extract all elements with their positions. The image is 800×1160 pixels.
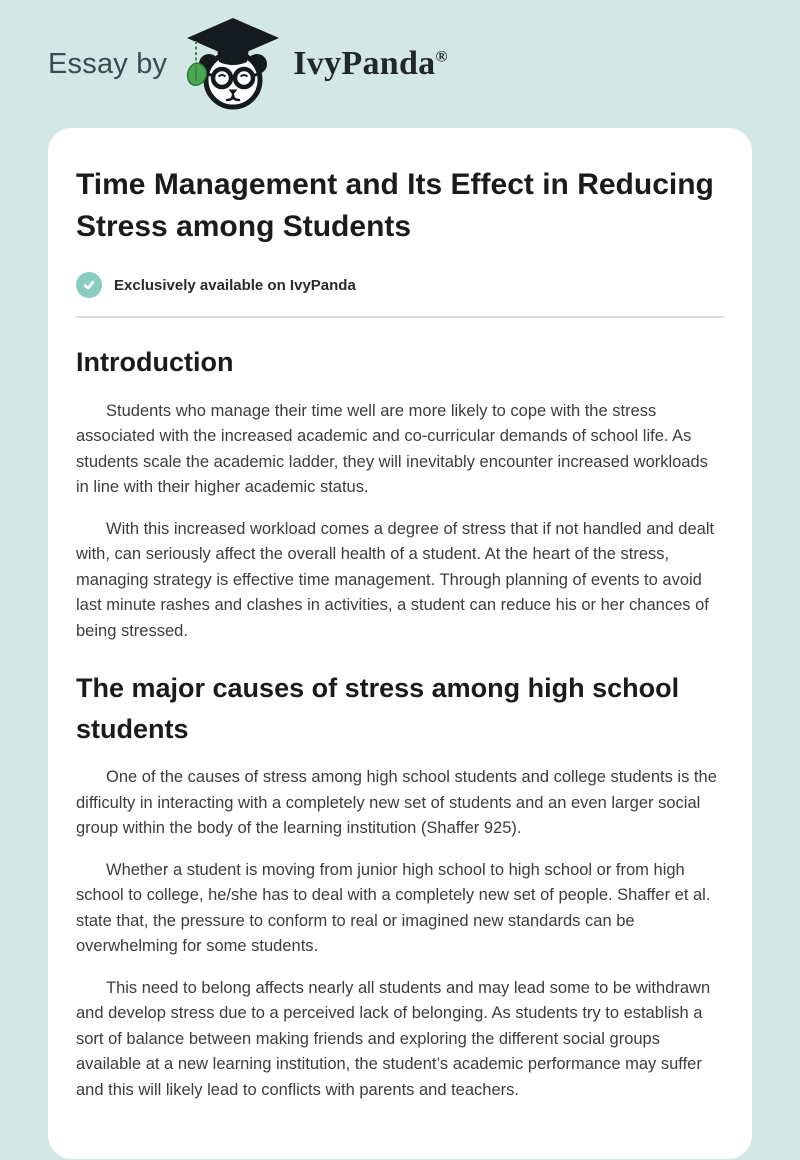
section-heading-major-causes: The major causes of stress among high school students bbox=[76, 673, 680, 744]
exclusive-badge bbox=[76, 272, 724, 298]
check-icon bbox=[76, 272, 102, 298]
essay-by-label: Essay by bbox=[48, 47, 168, 80]
badge-label: Exclusively available on IvyPanda bbox=[114, 276, 356, 294]
paragraph: Students who manage their time well are more likely to cope with the stress associated with the increased academic and co-curricular demands of school life. As students scale the academic ladder, they will inevitably encounter increased workloads in line with their higher academic status. bbox=[76, 401, 708, 496]
section-heading-introduction: Introduction bbox=[76, 347, 234, 377]
ivypanda-logo-icon bbox=[183, 17, 283, 111]
divider bbox=[76, 316, 724, 318]
paragraph: With this increased workload comes a degree of stress that if not handled and dealt with, can seriously affect the overall health of a student. At the heart of the stress, managing strategy is effective time management. Through planning of events to avoid last minute rashes and clashes in activities, a student can reduce his or her chances of being stressed. bbox=[76, 519, 715, 640]
registered-mark: ® bbox=[435, 48, 448, 66]
paragraph: One of the causes of stress among high school students and college students is the difficulty in interacting with a completely new set of students and an even larger social group within the body of the learning institution (Shaffer 925). bbox=[76, 768, 717, 837]
essay-card bbox=[48, 128, 752, 1159]
paragraph: Whether a student is moving from junior high school to high school or from high school to college, he/she has to deal with a completely new set of people. Shaffer et al. state that, the pressure to conform to real or imagined new standards can be overwhelming for some students. bbox=[76, 860, 711, 955]
brand-wordmark: IvyPanda® bbox=[293, 45, 448, 82]
paragraph: This need to belong affects nearly all students and may lead some to be withdrawn and develop stress due to a perceived lack of belonging. As students try to establish a sort of balance between making friends and exploring the different social groups available at a new learning institution, the student’s academic performance may suffer and this will likely lead to conflicts with parents and teachers. bbox=[76, 978, 711, 1099]
page-header bbox=[0, 0, 800, 128]
essay-title: Time Management and Its Effect in Reducing Stress among Students bbox=[76, 168, 714, 243]
